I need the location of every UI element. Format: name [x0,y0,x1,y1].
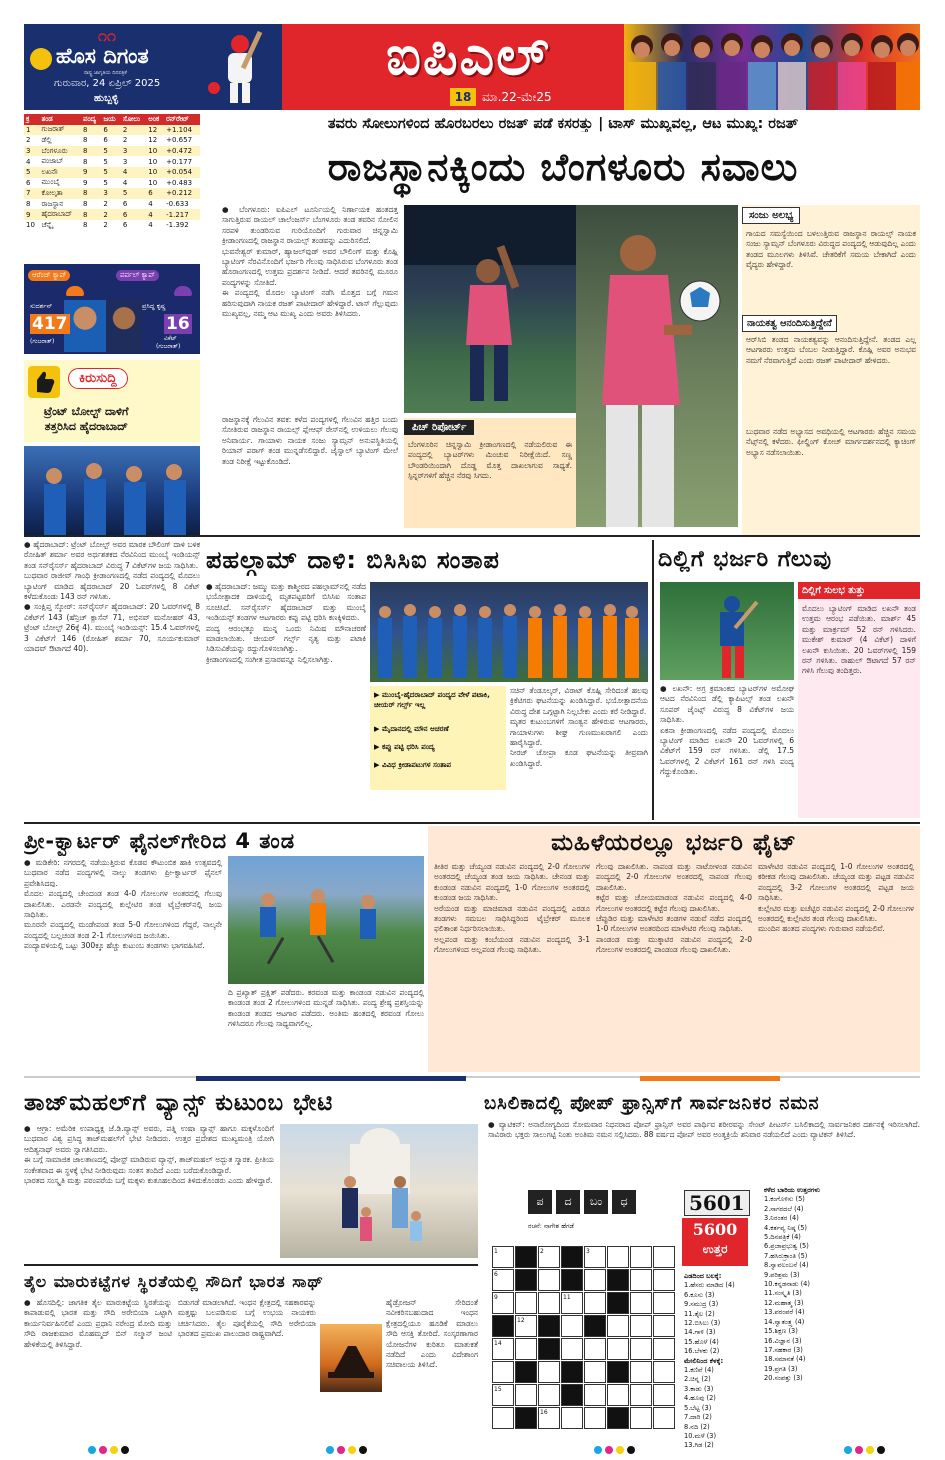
crossword-cell[interactable] [515,1338,537,1360]
sanju-box [742,205,920,535]
crossword-cell[interactable]: 6 [492,1269,514,1291]
table-row: 9 ಹೈದರಾಬಾದ್ 8 2 6 4 -1.217 [24,209,200,220]
crossword-cell[interactable] [515,1407,537,1429]
answer: 12.ಮಹಾತ್ಮ (3) [764,1298,804,1307]
oil-headline: ತೈಲ ಮಾರುಕಟ್ಟೆಗಳ ಸ್ಥಿರತೆಯಲ್ಲಿ ಸೌದಿಗೆ ಭಾರತ ಸಾಥ್ [24,1272,324,1291]
clue: 6.ಕೂಸು (3) [684,1290,715,1299]
crossword-cell[interactable] [607,1292,629,1314]
clue: 2.ಚಿನ್ನ (2) [684,1375,711,1384]
crossword-cell[interactable] [515,1292,537,1314]
crossword-cell[interactable] [584,1361,606,1383]
across-title: ಎಡದಿಂದ ಬಲಕ್ಕೆ: [684,1272,722,1280]
clue: 8.ನದಿ (2) [684,1422,710,1431]
points-table [24,114,200,231]
crossword-box [484,1186,920,1450]
crossword-cell[interactable] [538,1292,560,1314]
crossword-cell[interactable] [607,1407,629,1429]
answer: 19.ಪ್ರಗತಿ (3) [764,1364,798,1373]
pitch-report-title: ಪಿಚ್ ರಿಪೋರ್ಟ್ [404,420,474,435]
purple-cap-icon [174,286,192,296]
crossword-cell[interactable]: 11 [561,1292,583,1314]
masthead [24,24,920,110]
captain-body-2: ಬುಧವಾರ ನಡೆದ ಅಭ್ಯಾಸದ ಅವಧಿಯಲ್ಲಿ ಆಟಗಾರರು ಹೆಚ್ಚಿನ ಸಮಯ ನೆಟ್ಸ್‌ನಲ್ಲಿ ಕಳೆದರು. ಫೀಲ್ಡಿಂಗ್ ಕೋಚ್ ಮಾರ್ಗದರ್ಶನದಲ್ಲಿ ಕ್ಯಾಚಿಂಗ್ ಅಭ್ಯಾಸ ನಡೆಸಲಾಯಿತು. [746,427,916,457]
crossword-cell[interactable] [584,1315,606,1337]
prev-number: 5600 [692,1220,738,1239]
bowler-photo [404,205,576,413]
crossword-grid [492,1246,676,1430]
crossword-cell[interactable] [630,1246,652,1268]
crossword-number: 5601 [684,1190,750,1216]
crossword-cell[interactable]: 15 [492,1384,514,1406]
crossword-cell[interactable] [630,1407,652,1429]
prequarter-body: ● ಮಡಿಕೇರಿ: ನಗರದಲ್ಲಿ ನಡೆಯುತ್ತಿರುವ ಕೊಡವ ಕೌಟುಂಬಿಕ ಹಾಕಿ ಉತ್ಸವದಲ್ಲಿ ಬುಧವಾರ ನಡೆದ ಪಂದ್ಯಗಳಲ್ಲಿ ನಾಲ್ಕು ತಂಡಗಳು ಪ್ರೀ-ಕ್ವಾರ್ಟರ್ ಫೈನಲ್ ಪ್ರವೇಶಿಸಿದವು. ಮೊದಲ ಪಂದ್ಯದಲ್ಲಿ ಚೇಂದಂಡ ತಂಡ 4-0 ಗೋಲುಗಳ ಅಂತರದಲ್ಲಿ ಗೆಲುವು ದಾಖಲಿಸಿತು. ಎರಡನೇ ಪಂದ್ಯದಲ್ಲಿ ಕುಲ್ಲೇಟಿರ ತಂಡ ಟೈಬ್ರೇಕರ್‌ನಲ್ಲಿ ಜಯ ಸಾಧಿಸಿತು. ಮೂರನೇ ಪಂದ್ಯದಲ್ಲಿ ಮಂಡೇಪಂಡ ತಂಡ 5-0 ಗೋಲುಗಳಿಂದ ಗೆದ್ದರೆ, ನಾಲ್ಕನೇ ಪಂದ್ಯದಲ್ಲಿ ಬಲ್ಲಚಂಡ ತಂಡ 2-1 ಗೋಲುಗಳಿಂದ ಜಯಿಸಿತು. ಪಂದ್ಯಾವಳಿಯಲ್ಲಿ ಒಟ್ಟು 300ಕ್ಕೂ ಹೆಚ್ಚು ಕುಟುಂಬ ತಂಡಗಳು ಭಾಗವಹಿಸಿವೆ. [24,858,222,951]
answers-title: ಕಳೆದ ಬಾರಿಯ ಉತ್ತರಗಳು [764,1186,820,1194]
crossword-cell[interactable] [515,1361,537,1383]
crossword-cell[interactable]: 9 [492,1292,514,1314]
clue: 1.ಕಣಿವೆ (4) [684,1366,714,1375]
tournament-dates: ಮಾ.22-ಮೇ25 [482,90,552,104]
crossword-cell[interactable] [653,1246,675,1268]
crossword-cell[interactable] [630,1269,652,1291]
crossword-cell[interactable] [584,1384,606,1406]
pitch-report-box [404,418,576,528]
answer: 8.ಸ್ವಾವಲಂಬನೆ (4) [764,1261,809,1270]
purple-unit: ವಿಕೆಟ್ [164,335,177,342]
oil-col2: ಬಿಡುಗಡೆ ಮಾಡಲಾಗಿದೆ. ಇಂಧನ ಕ್ಷೇತ್ರದಲ್ಲಿ ಸಹಕಾರವನ್ನು ಮತ್ತಷ್ಟು ಬಲಪಡಿಸುವ ಬಗ್ಗೆ ಉಭಯ ನಾಯಕರು ಚರ್ಚಿಸಿದರು. ತೈಲ ಪೂರೈಕೆಯಲ್ಲಿ ಸೌದಿ ಅರೇಬಿಯಾ ಭಾರತದ ಪ್ರಮುಖ ಪಾಲುದಾರ ರಾಷ್ಟ್ರವಾಗಿದೆ. [178,1298,316,1339]
tagline: ರಾಷ್ಟ್ರ ಜಾಗೃತಿಯ ದಿನಪತ್ರಿಕೆ [84,70,127,76]
page-number: ೧೧ [98,26,116,45]
clue: 10.ಮಳೆ (3) [684,1431,717,1440]
answer: 1.ಕಂಗೊಳಿಸು (5) [764,1195,805,1204]
answer: 4.ಕರ್ತವ್ಯ ನಿಷ್ಠ (5) [764,1223,807,1232]
oil-col3: ಹೈಡ್ರೋಜನ್ ಸೇರಿದಂತೆ ನವೀಕರಿಸಬಹುದಾದ ಇಂಧನ ಕ್ಷೇತ್ರದಲ್ಲಿಯೂ ಹೂಡಿಕೆ ಮಾಡಲು ಸೌದಿ ಆಸಕ್ತಿ ತೋರಿದೆ. ಸಂಸ್ಕರಣಾಗಾರ ಯೋಜನೆಗಳ ಕುರಿತೂ ಮಾತುಕತೆ ನಡೆದಿದೆ ಎಂದು ವಿದೇಶಾಂಗ ಸಚಿವಾಲಯ ತಿಳಿಸಿದೆ. [386,1298,478,1370]
ipl-banner [282,24,920,110]
orange-value: 417 [32,314,68,334]
points-table-box [24,114,200,260]
crossword-cell[interactable] [538,1361,560,1383]
oil-col1: ● ಹೊಸದಿಲ್ಲಿ: ಜಾಗತಿಕ ತೈಲ ಮಾರುಕಟ್ಟೆಯ ಸ್ಥಿರತೆಯನ್ನು ಕಾಪಾಡುವಲ್ಲಿ ಭಾರತ ಮತ್ತು ಸೌದಿ ಅರೇಬಿಯಾ ಒಟ್ಟಾಗಿ ಕಾರ್ಯನಿರ್ವಹಿಸಲಿವೆ ಎಂದು ಪ್ರಧಾನಿ ನರೇಂದ್ರ ಮೋದಿ ಮತ್ತು ಸೌದಿ ರಾಜಕುಮಾರ ಮೊಹಮ್ಮದ್ ಬಿನ್ ಸಲ್ಮಾನ್ ಜಂಟಿ ಹೇಳಿಕೆಯಲ್ಲಿ ತಿಳಿಸಿದ್ದಾರೆ. [24,1298,172,1349]
team-captains-photo [624,24,920,110]
women-col1: ತೀತಿರ ಮತ್ತು ಚೆಯ್ಯಂಡ ನಡುವಿನ ಪಂದ್ಯದಲ್ಲಿ 2-0 ಗೋಲುಗಳ ಅಂತರದಲ್ಲಿ ಚೆಯ್ಯಂಡ ತಂಡ ಜಯ ಸಾಧಿಸಿತು. ಚೇನಂಡ ಮತ್ತು ಕುಂಡಂಡ ನಡುವಿನ ಪಂದ್ಯದಲ್ಲಿ 1-0 ಗೋಲುಗಳ ಅಂತರದಲ್ಲಿ ಕುಂಡಂಡ ಜಯ ಸಾಧಿಸಿತು. ಅರೆಯಂಡ ಮತ್ತು ಮಾಚಿಮಾಡ ನಡುವಿನ ಪಂದ್ಯದಲ್ಲಿ ಎರಡೂ ತಂಡಗಳು ಸಮಬಲ ಸಾಧಿಸಿದ್ದರಿಂದ ಟೈಬ್ರೇಕರ್ ಮೂಲಕ ಫಲಿತಾಂಶ ನಿರ್ಧರಿಸಲಾಯಿತು. ಅಲ್ಲಪಂಡ ಮತ್ತು ಕಂಬೆಯಂಡ ನಡುವಿನ ಪಂದ್ಯದಲ್ಲಿ 3-1 ಗೋಲುಗಳಿಂದ ಅಲ್ಲಪಂಡ ಗೆಲುವು ಸಾಧಿಸಿತು. [434,862,590,955]
kirusuddi-box [24,360,200,442]
colour-bar-right [640,1076,780,1081]
clue: 12.ಬಿಸಿಲು (3) [684,1319,721,1328]
crossword-cell[interactable] [561,1246,583,1268]
answer: 13.ಪರಂಪರೆ (4) [764,1308,805,1317]
points-table-header [24,114,200,125]
vance-headline: ತಾಜ್‌ಮಹಲ್‌ಗೆ ವ್ಯಾನ್ಸ್ ಕುಟುಂಬ ಭೇಟಿ [24,1090,334,1116]
sanju-title: ಸಂಜು ಅಲಭ್ಯ [742,207,800,224]
mumbai-players-photo [24,446,200,536]
crossword-cell[interactable] [561,1384,583,1406]
women-headline: ಮಹಿಳೆಯರಲ್ಲೂ ಭರ್ಜರಿ ಫೈಟ್ [551,830,797,856]
divider [24,822,920,824]
masthead-left [24,24,282,110]
banner-title: ಐಪಿಎಲ್ [386,24,551,87]
clue: 7.ದಾರಿ (2) [684,1413,712,1422]
col-lost: ಸೋಲು [121,114,146,125]
col-nrr: ರನ್‌ರೇಟ್ [164,114,200,125]
divider [24,1076,920,1078]
answer: 9.ಪರಿಶ್ರಮ (3) [764,1270,800,1279]
crossword-cell[interactable] [653,1292,675,1314]
thumb-icon [28,366,60,398]
crossword-cell[interactable] [607,1315,629,1337]
delhi-sub: ದಿಲ್ಲಿಗೆ ಸುಲಭ ತುತ್ತು [798,582,920,599]
batsman-illustration [202,28,274,106]
crossword-cell[interactable] [584,1338,606,1360]
list-item: ▶ ಕಪ್ಪು ಪಟ್ಟಿ ಧರಿಸಿ ಪಂದ್ಯ [374,742,435,751]
col-points: ಅಂಕ [146,114,164,125]
col-won: ಜಯ [101,114,120,125]
clue: 3.ಕಾಡು (3) [684,1384,714,1393]
answer: 7.ಹಸಿರುಕ್ರಾಂತಿ (5) [764,1251,808,1260]
crossword-cell[interactable]: 16 [538,1407,560,1429]
crossword-cell[interactable] [584,1292,606,1314]
registration-marks [88,1446,129,1454]
purple-value: 16 [166,314,190,334]
crossword-cell[interactable]: 1 [492,1246,514,1268]
pitch-report-text: ಬೆಂಗಳೂರಿನ ಚಿನ್ನಸ್ವಾಮಿ ಕ್ರೀಡಾಂಗಣದಲ್ಲಿ ನಡೆಯಲಿರುವ ಈ ಪಂದ್ಯದಲ್ಲಿ ಬ್ಯಾಟರ್‌ಗಳು ಮಿಂಚುವ ನಿರೀಕ್ಷೆಯಿದೆ. ಸಣ್ಣ ಬೌಂಡರಿಯಿಂದಾಗಿ ದೊಡ್ಡ ಮೊತ್ತ ದಾಖಲಾಗುವ ಸಾಧ್ಯತೆ. ಸ್ಪಿನ್ನರ್‌ಗಳಿಗೆ ಹೆಚ್ಚಿನ ನೆರವು ಸಿಗದು. [408,440,572,481]
crossword-cell[interactable] [653,1338,675,1360]
crossword-cell[interactable] [584,1269,606,1291]
pahalgam-headline: ಪಹಲ್ಗಾಮ್ ದಾಳಿ: ಬಿಸಿಸಿಐ ಸಂತಾಪ [206,546,500,574]
purple-player: ಪ್ರಸಿದ್ಧ ಕೃಷ್ಣ [142,302,166,310]
crossword-cell[interactable] [630,1361,652,1383]
crossword-cell[interactable] [607,1361,629,1383]
prev-label: ಉತ್ತರ [702,1242,728,1256]
crossword-cell[interactable] [538,1269,560,1291]
crossword-cell[interactable] [607,1384,629,1406]
crossword-cell[interactable] [607,1338,629,1360]
crossword-cell[interactable] [630,1338,652,1360]
kirusuddi-body: ● ಹೈದರಾಬಾದ್: ಟ್ರೆಂಟ್ ಬೋಲ್ಟ್ ಅವರ ಮಾರಕ ಬೌಲಿಂಗ್ ದಾಳಿ ಬಳಿಕ ರೋಹಿತ್ ಶರ್ಮಾ ಅವರ ಅರ್ಧಶತಕದ ನೆರವಿನಿಂದ ಮುಂಬೈ ಇಂಡಿಯನ್ಸ್ ತಂಡ ಸನ್‌ರೈಸರ್ಸ್ ಹೈದರಾಬಾದ್ ವಿರುದ್ಧ 7 ವಿಕೆಟ್‌ಗಳ ಜಯ ಸಾಧಿಸಿತು. ಬುಧವಾರ ರಾಜೀವ್ ಗಾಂಧಿ ಕ್ರೀಡಾಂಗಣದಲ್ಲಿ ನಡೆದ ಪಂದ್ಯದಲ್ಲಿ ಮೊದಲು ಬ್ಯಾಟಿಂಗ್ ಮಾಡಿದ ಹೈದರಾಬಾದ್ 20 ಓವರ್‌ಗಳಲ್ಲಿ 8 ವಿಕೆಟ್ ಕಳೆದುಕೊಂಡು 143 ರನ್ ಗಳಿಸಿತು. ● ಸಂಕ್ಷಿಪ್ತ ಸ್ಕೋರ್: ಸನ್‌ರೈಸರ್ಸ್ ಹೈದರಾಬಾದ್: 20 ಓವರ್‌ಗಳಲ್ಲಿ 8 ವಿಕೆಟ್‌ಗೆ 143 (ಹೆನ್ರಿಚ್ ಕ್ಲಾಸೆನ್ 71, ಅಭಿನವ್ ಮನೋಹರ್ 43, ಟ್ರೆಂಟ್ ಬೋಲ್ಟ್ 26ಕ್ಕೆ 4). ಮುಂಬೈ ಇಂಡಿಯನ್ಸ್: 15.4 ಓವರ್‌ಗಳಲ್ಲಿ 3 ವಿಕೆಟ್‌ಗೆ 146 (ರೋಹಿತ್ ಶರ್ಮಾ 70, ಸೂರ್ಯಕುಮಾರ್ ಯಾದವ್ ಔಟಾಗದೆ 40). [24,540,200,654]
table-row: 6 ಮುಂಬೈ 9 5 4 10 +0.483 [24,178,200,189]
main-headline: ರಾಜಸ್ಥಾನಕ್ಕಿಂದು ಬೆಂಗಳೂರು ಸವಾಲು [327,145,799,189]
crossword-cell[interactable] [538,1338,560,1360]
crossword-cell[interactable] [561,1269,583,1291]
clue: 15.ಹೊಳೆ (4) [684,1337,719,1346]
crossword-cell[interactable] [515,1384,537,1406]
hockey-caption: ದಿ ಪ್ರಖ್ಯಾತ್ ಪ್ರಕ್ಷಿತ್ ಪಡೆದರು. ಕರವಂಡ ಮತ್ತು ಕಾಂಡಂಡ ನಡುವಿನ ಪಂದ್ಯದಲ್ಲಿ ಕಾಂಡಂಡ ತಂಡ 2 ಗೋಲುಗಳಿಂದ ಮುನ್ನಡೆ ಸಾಧಿಸಿತು. ಪಂದ್ಯ ಶ್ರೇಷ್ಠ ಪ್ರಶಸ್ತಿಯನ್ನು ಕಾಂಡಂಡ ತಂಡದ ಆಟಗಾರ ಪಡೆದರು. ಅಂತಿಮ ಹಂತದಲ್ಲಿ ಕರವಂಡ ಗೋಲು ಗಳಿಸಿದರೂ ಗೆಲುವು ಸಾಧ್ಯವಾಗಲಿಲ್ಲ. [228,988,424,1029]
answer: 6.ಪ್ರಜಾಪ್ರಭುತ್ವ (5) [764,1242,809,1251]
crossword-cell[interactable]: 14 [492,1338,514,1360]
paper-name: ಹೊಸ ದಿಗಂತ [56,44,149,68]
table-row: 2 ಡೆಲ್ಲಿ 8 6 2 12 +0.657 [24,135,200,146]
down-title: ಮೇಲಿನಿಂದ ಕೆಳಕ್ಕೆ: [684,1356,724,1365]
clue: 13.ಗಿಡ (2) [684,1441,714,1450]
city: ಹುಬ್ಬಳ್ಳಿ [94,93,119,104]
orange-player-photo [64,300,106,352]
captain-title: ನಾಯಕತ್ವ ಆನಂದಿಸುತ್ತಿದ್ದೇನೆ [742,315,837,332]
crossword-cell[interactable] [653,1315,675,1337]
crossword-cell[interactable]: 2 [538,1246,560,1268]
list-item: ▶ ಮುಂಬೈ-ಹೈದರಾಬಾದ್ ಪಂದ್ಯದ ವೇಳೆ ಪಟಾಕಿ, ಚೀಯರ್ ಗರ್ಲ್ಸ್ ಇಲ್ಲ [374,690,490,709]
crossword-title-letter: ದ [556,1190,580,1214]
divider [24,535,920,537]
edition-number: 18 [454,90,472,104]
crossword-cell[interactable] [561,1315,583,1337]
purple-player-photo [106,300,142,352]
crossword-cell[interactable] [515,1269,537,1291]
orange-cap-title: ಆರೆಂಜ್ ಕ್ಯಾಪ್ [28,270,70,281]
registration-marks [594,1446,635,1454]
answer: 14.ಸ್ವಾತಂತ್ರ್ಯ (4) [764,1317,805,1326]
crossword-cell[interactable] [630,1292,652,1314]
crossword-title-letter: ಬಂ [584,1190,608,1214]
answer: 15.ಶಿಕ್ಷಣ (3) [764,1327,798,1336]
registration-marks [326,1446,367,1454]
women-col2: ಗೆಲುವು ದಾಖಲಿಸಿತು. ನಾಪಂಡ ಮತ್ತು ನಾಟೋಳಂಡ ನಡುವಿನ ಪಂದ್ಯದಲ್ಲಿ 2-0 ಗೋಲುಗಳ ಅಂತರದಲ್ಲಿ ನಾಪಂಡ ಗೆಲುವು ದಾಖಲಿಸಿತು. ಕಟ್ಟೆರ ಮತ್ತು ಚೋಯಮಾಡಂಡ ನಡುವಿನ ಪಂದ್ಯದಲ್ಲಿ 4-0 ಗೋಲುಗಳ ಅಂತರದಲ್ಲಿ ಕಟ್ಟೆರ ಗೆಲುವು ದಾಖಲಿಸಿತು. ಚೆಪ್ಪುಡಿರ ಮತ್ತು ಮಾಳೇಟಿರ ತಂಡಗಳ ನಡುವೆ ನಡೆದ ಪಂದ್ಯದಲ್ಲಿ 1-0 ಗೋಲುಗಳ ಅಂತರದಿಂದ ಮಾಳೇಟಿರ ಗೆಲುವು ಸಾಧಿಸಿತು. ಪಾಂಡಂಡ ಮತ್ತು ಮುಕ್ಕಾಟಿರ ನಡುವಿನ ಪಂದ್ಯದಲ್ಲಿ 2-0 ಗೋಲುಗಳ ಅಂತರದಲ್ಲಿ ಪಾಂಡಂಡ ಗೆಲುವು ದಾಖಲಿಸಿತು. [596,862,752,955]
pahalgam-col3: ಸಚಿನ್ ತೆಂಡೂಲ್ಕರ್, ವಿರಾಟ್ ಕೊಹ್ಲಿ ಸೇರಿದಂತೆ ಹಲವು ಕ್ರಿಕೆಟಿಗರು ಘಟನೆಯನ್ನು ಖಂಡಿಸಿದ್ದಾರೆ. ಭಯೋತ್ಪಾದನೆಯ ವಿರುದ್ಧ ದೇಶ ಒಗ್ಗಟ್ಟಾಗಿ ನಿಲ್ಲಬೇಕು ಎಂದು ಕರೆ ನೀಡಿದ್ದಾರೆ. ಮೃತರ ಕುಟುಂಬಗಳಿಗೆ ಸಾಂತ್ವನ ಹೇಳಿರುವ ಆಟಗಾರರು, ಗಾಯಾಳುಗಳು ಶೀಘ್ರ ಗುಣಮುಖರಾಗಲಿ ಎಂದು ಹಾರೈಸಿದ್ದಾರೆ. ನೀರಜ್ ಚೋಪ್ರಾ ಕೂಡ ಘಟನೆಯನ್ನು ತೀವ್ರವಾಗಿ ಖಂಡಿಸಿದ್ದಾರೆ. [510,686,648,768]
clue: 11.ತೈಲ (2) [684,1309,715,1318]
oil-rig-photo [320,1324,382,1392]
crossword-cell[interactable] [538,1315,560,1337]
registration-marks [844,1446,885,1454]
crossword-cell[interactable] [584,1407,606,1429]
delhi-side-box [798,582,920,818]
delhi-headline: ದಿಲ್ಲಿಗೆ ಭರ್ಜರಿ ಗೆಲುವು [658,547,833,572]
crossword-cell[interactable] [653,1269,675,1291]
women-col3: ಮಾಳೇಟಿರ ನಡುವಿನ ಪಂದ್ಯದಲ್ಲಿ 1-0 ಗೋಲುಗಳ ಅಂತರದಲ್ಲಿ ಕರೀಕಡ ಗೆಲುವು ದಾಖಲಿಸಿತು. ಚೆಯ್ಯಂಡ ಮತ್ತು ಪಟ್ಟಡ ನಡುವಿನ ಪಂದ್ಯದಲ್ಲಿ 3-2 ಗೋಲುಗಳ ಅಂತರದಲ್ಲಿ ಪಟ್ಟಡ ಜಯ ಸಾಧಿಸಿತು. ಕುಲ್ಲೇಟಿರ ಮತ್ತು ಐಚೆಟ್ಟಿರ ನಡುವಿನ ಪಂದ್ಯದಲ್ಲಿ 2-0 ಗೋಲುಗಳ ಅಂತರದಲ್ಲಿ ಕುಲ್ಲೇಟಿರ ತಂಡ ಗೆಲುವು ದಾಖಲಿಸಿತು. ಮುಂದಿನ ಹಂತದ ಪಂದ್ಯಗಳು ಗುರುವಾರ ನಡೆಯಲಿವೆ. [758,862,914,934]
orange-player: ಸುದರ್ಶನ್ [30,302,53,310]
clue: 14.ಗಾಳಿ (3) [684,1328,716,1337]
table-row: 4 ಪಂಜಾಬ್ 8 5 3 10 +0.177 [24,156,200,167]
hockey-photo [228,856,424,984]
purple-cap-title: ಪರ್ಪಲ್ ಕ್ಯಾಪ್ [116,270,159,281]
answer: 11.ಸಂಸ್ಕೃತಿ (3) [764,1289,802,1298]
answer: 20.ಸಂಪತ್ತು (3) [764,1374,803,1383]
answer: 16.ವಿಜ್ಞಾನ (3) [764,1336,802,1345]
col-team: ತಂಡ [39,114,80,125]
answer: 10.ಕನ್ನಡನಾಡು (4) [764,1280,810,1289]
women-box [428,826,920,1072]
answer: 17.ಸಹಕಾರ (3) [764,1345,803,1354]
clue: 5.ಬೆಟ್ಟ (3) [684,1403,712,1412]
kirusuddi-headline: ಟ್ರೆಂಟ್ ಬೋಲ್ಟ್ ದಾಳಿಗೆ ತತ್ತರಿಸಿದ ಹೈದರಾಬಾದ್ [44,405,129,433]
answer: 3.ನಿರಂತರ (4) [764,1214,799,1223]
table-row: 7 ಕೋಲ್ಕತಾ 8 3 5 6 +0.212 [24,188,200,199]
crossword-cell[interactable] [492,1361,514,1383]
kirusuddi-label: ಕಿರುಸುದ್ದಿ [68,368,128,389]
crossword-cell[interactable] [515,1246,537,1268]
col-rank: ಕ್ರ [24,114,39,125]
table-row: 3 ಬೆಂಗಳೂರು 8 5 3 10 +0.472 [24,146,200,157]
crossword-cell[interactable] [561,1361,583,1383]
delhi-batsman-photo [660,582,794,680]
orange-team: (ಗುಜರಾತ್) [30,338,55,345]
crossword-cell[interactable] [607,1269,629,1291]
pahalgam-col1: ● ಹೈದರಾಬಾದ್: ಜಮ್ಮು ಮತ್ತು ಕಾಶ್ಮೀರದ ಪಹಲ್ಗಾಮ್‌ನಲ್ಲಿ ನಡೆದ ಭಯೋತ್ಪಾದಕ ದಾಳಿಯಲ್ಲಿ ಮೃತಪಟ್ಟವರಿಗೆ ಬಿಸಿಸಿಐ ಸಂತಾಪ ಸೂಚಿಸಿದೆ. ಸನ್‌ರೈಸರ್ಸ್ ಹೈದರಾಬಾದ್ ಮತ್ತು ಮುಂಬೈ ಇಂಡಿಯನ್ಸ್ ತಂಡಗಳ ಆಟಗಾರರು ಕಪ್ಪು ಪಟ್ಟಿ ಧರಿಸಿ ಕಣಕ್ಕಿಳಿದರು. ಪಂದ್ಯ ಆರಂಭಕ್ಕೂ ಮುನ್ನ ಒಂದು ನಿಮಿಷ ಮೌನಾಚರಣೆ ಮಾಡಲಾಯಿತು. ಚೀಯರ್ ಗರ್ಲ್ಸ್ ನೃತ್ಯ ಮತ್ತು ಪಟಾಕಿ ಸಿಡಿಸುವಿಕೆಯನ್ನು ರದ್ದುಗೊಳಿಸಲಾಗಿತ್ತು. ಕ್ರೀಡಾಂಗಣದಲ್ಲಿ ಸಂಗೀತ ಪ್ರಸಾರವನ್ನೂ ನಿಲ್ಲಿಸಲಾಗಿತ್ತು. [206,582,366,664]
list-item: ▶ ವಿವಿಧ ಕ್ರೀಡಾಪಟುಗಳ ಸಂತಾಪ [374,760,452,769]
delhi-body: ● ಲಖನೌ: ಅಗ್ರ ಕ್ರಮಾಂಕದ ಬ್ಯಾಟರ್‌ಗಳ ಅಮೋಘ ಆಟದ ನೆರವಿನಿಂದ ಡೆಲ್ಲಿ ಕ್ಯಾಪಿಟಲ್ಸ್ ತಂಡ ಲಖನೌ ಸೂಪರ್ ಜೈಂಟ್ಸ್ ವಿರುದ್ಧ 8 ವಿಕೆಟ್‌ಗಳ ಜಯ ಸಾಧಿಸಿತು. ಏಕನಾ ಕ್ರೀಡಾಂಗಣದಲ್ಲಿ ನಡೆದ ಪಂದ್ಯದಲ್ಲಿ ಮೊದಲು ಬ್ಯಾಟಿಂಗ್ ಮಾಡಿದ ಲಖನೌ 20 ಓವರ್‌ಗಳಲ್ಲಿ 6 ವಿಕೆಟ್‌ಗೆ 159 ರನ್ ಗಳಿಸಿತು. ಡೆಲ್ಲಿ 17.5 ಓವರ್‌ಗಳಲ್ಲಿ 2 ವಿಕೆಟ್‌ಗೆ 161 ರನ್ ಗಳಿಸಿ ಪಂದ್ಯ ಗೆದ್ದುಕೊಂಡಿತು. [660,684,794,777]
crossword-cell[interactable] [653,1407,675,1429]
table-row: 1 ಗುಜರಾತ್ 8 6 2 12 +1.104 [24,125,200,136]
teams-silence-photo [370,582,648,682]
orange-cap-icon [66,286,84,296]
edition-badge [450,88,476,106]
vance-body: ● ಆಗ್ರಾ: ಅಮೆರಿಕ ಉಪಾಧ್ಯಕ್ಷ ಜೆ.ಡಿ.ವ್ಯಾನ್ಸ್ ಅವರು, ಪತ್ನಿ ಉಷಾ ವ್ಯಾನ್ಸ್ ಹಾಗೂ ಮಕ್ಕಳೊಂದಿಗೆ ಬುಧವಾರ ವಿಶ್ವ ಪ್ರಸಿದ್ಧ ತಾಜ್‌ಮಹಲ್‌ಗೆ ಭೇಟಿ ನೀಡಿದರು. ಉತ್ತರ ಪ್ರದೇಶದ ಮುಖ್ಯಮಂತ್ರಿ ಯೋಗಿ ಆದಿತ್ಯನಾಥ್ ಅವರು ಸ್ವಾಗತಿಸಿದರು. ಈ ಬಗ್ಗೆ ಸಾಮಾಜಿಕ ಜಾಲತಾಣದಲ್ಲಿ ಪೋಸ್ಟ್ ಮಾಡಿರುವ ವ್ಯಾನ್ಸ್, ತಾಜ್‌ಮಹಲ್ ಅದ್ಭುತ ಸ್ಮಾರಕ. ಪ್ರೀತಿಯ ಸಂಕೇತವಾದ ಈ ಸ್ಥಳಕ್ಕೆ ಭೇಟಿ ನೀಡಿರುವುದು ಸಂತಸ ತಂದಿದೆ ಎಂದು ಬರೆದುಕೊಂಡಿದ್ದಾರೆ. ಭಾರತದ ಸಂಸ್ಕೃತಿ ಮತ್ತು ಪರಂಪರೆಯ ಬಗ್ಗೆ ಮಕ್ಕಳು ಕುತೂಹಲದಿಂದ ತಿಳಿದುಕೊಂಡರು ಎಂದು ಹೇಳಿದ್ದಾರೆ. [24,1124,274,1186]
clue: 1.ಹೆಸರು ಮಾಡಿದ (4) [684,1281,735,1290]
crossword-cell[interactable] [653,1361,675,1383]
pope-body: ● ವ್ಯಾಟಿಕನ್: ಅನಾರೋಗ್ಯದಿಂದ ಸೋಮವಾರ ನಿಧನರಾದ ಪೋಪ್ ಫ್ರಾನ್ಸಿಸ್ ಅವರ ಪಾರ್ಥಿವ ಶರೀರವನ್ನು ಸೇಂಟ್ ಪೀಟರ್ಸ್ ಬಸಿಲಿಕಾದಲ್ಲಿ ಸಾರ್ವಜನಿಕರ ದರ್ಶನಕ್ಕೆ ಇರಿಸಲಾಗಿದೆ. ಸಾವಿರಾರು ಭಕ್ತರು ಸಾಲುಗಟ್ಟಿ ನಿಂತು ಅಂತಿಮ ನಮನ ಸಲ್ಲಿಸಿದರು. 88 ವರ್ಷದ ಪೋಪ್ ಅವರ ಅಂತ್ಯಕ್ರಿಯೆ ಶನಿವಾರ ನಡೆಯಲಿದೆ ಎಂದು ವ್ಯಾಟಿಕನ್ ತಿಳಿಸಿದೆ. [488,1120,920,1140]
clue: 4.ಹೂವು (2) [684,1394,716,1403]
main-col1b: ರಾಜಸ್ಥಾನಕ್ಕೆ ಗೆಲುವಿನ ತವಕ: ಕಳೆದ ಪಂದ್ಯಗಳಲ್ಲಿ ಗೆಲುವಿನ ಹತ್ತಿರ ಬಂದು ಸೋತಿರುವ ರಾಜಸ್ಥಾನ ರಾಯಲ್ಸ್ ಪ್ಲೇಆಫ್ ರೇಸ್‌ನಲ್ಲಿ ಉಳಿಯಲು ಗೆಲುವು ಅನಿವಾರ್ಯ. ಗಾಯಾಳು ನಾಯಕ ಸಂಜು ಸ್ಯಾಮ್ಸನ್ ಅನುಪಸ್ಥಿತಿಯಲ್ಲಿ ರಿಯಾನ್ ಪರಾಗ್ ತಂಡ ಮುನ್ನಡೆಸಲಿದ್ದಾರೆ. ಜೈಸ್ವಾಲ್ ಬ್ಯಾಟಿಂಗ್ ಮೇಲೆ ತಂಡ ನಿರೀಕ್ಷೆ ಇಟ್ಟುಕೊಂಡಿದೆ. [222,415,398,466]
table-row: 10 ಚೆನ್ನೈ 8 2 6 4 -1.392 [24,220,200,231]
divider [24,1264,478,1266]
crossword-cell[interactable] [538,1384,560,1406]
caps-box [24,264,200,354]
answers-list [764,1186,920,1384]
crossword-title-letter: ಪ [528,1190,552,1214]
paper-logo-icon [30,48,52,70]
pope-headline: ಬಸಿಲಿಕಾದಲ್ಲಿ ಪೋಪ್ ಫ್ರಾನ್ಸಿಸ್‌ಗೆ ಸಾರ್ವಜನಿಕರ ನಮನ [484,1093,820,1114]
answer: 2.ಸಾಗರದಲೆ (4) [764,1204,804,1213]
taj-visit-photo [280,1124,478,1258]
main-kicker: ತವರು ಸೋಲುಗಳಿಂದ ಹೊರಬರಲು ರಜತ್ ಪಡೆ ಕಸರತ್ತು | ಟಾಸ್ ಮುಖ್ಯವಲ್ಲ, ಆಟ ಮುಖ್ಯ: ರಜತ್ [327,116,799,132]
main-col1: ● ಬೆಂಗಳೂರು: ಐಪಿಎಲ್ ಟೂರ್ನಿಯಲ್ಲಿ ನಿರ್ಣಾಯಕ ಹಂತದತ್ತ ಸಾಗುತ್ತಿರುವ ರಾಯಲ್ ಚಾಲೆಂಜರ್ಸ್ ಬೆಂಗಳೂರು ತಂಡ ತವರಿನ ಸೋಲಿನ ಸರಪಳಿ ತುಂಡರಿಸುವ ಗುರಿಯೊಂದಿಗೆ ಗುರುವಾರ ಚಿನ್ನಸ್ವಾಮಿ ಕ್ರೀಡಾಂಗಣದಲ್ಲಿ ರಾಜಸ್ಥಾನ ರಾಯಲ್ಸ್ ತಂಡವನ್ನು ಎದುರಿಸಲಿದೆ. ಭುವನೇಶ್ವರ್ ಕುಮಾರ್, ಹ್ಯಾಜಲ್‌ವುಡ್ ಅವರ ಬೌಲಿಂಗ್ ಮತ್ತು ಕೊಹ್ಲಿ ಬ್ಯಾಟಿಂಗ್ ನೆರವಿನೊಂದಿಗೆ ಭರ್ಜರಿ ಗೆಲುವು ಸಾಧಿಸಿರುವ ಬೆಂಗಳೂರು ತಂಡ ಹೊರಾಂಗಣದಲ್ಲಿ ಉತ್ತಮ ಪ್ರದರ್ಶನ ನೀಡಿದೆ. ಆದರೆ ತವರಿನಲ್ಲಿ ಮೂರೂ ಪಂದ್ಯಗಳನ್ನು ಸೋತಿದೆ. ಈ ಪಂದ್ಯದಲ್ಲಿ ಮೊದಲ ಬ್ಯಾಟಿಂಗ್ ನಡೆಸಿ ಮೊತ್ತದ ಬಗ್ಗೆ ಗಮನ ಹರಿಸುವುದಾಗಿ ನಾಯಕ ರಜತ್ ಪಾಟೀದಾರ್ ಹೇಳಿದ್ದಾರೆ. ಟಾಸ್ ಗೆಲ್ಲುವುದು ಮುಖ್ಯವಲ್ಲ, ನಮ್ಮ ಆಟ ಮುಖ್ಯ ಎಂದು ಅವರು ತಿಳಿಸಿದರು. [222,205,398,319]
crossword-title-letter: ಧ [612,1190,636,1214]
divider [652,540,654,820]
clue: 16.ಬೆಳಕು (2) [684,1347,720,1356]
prequarter-headline: ಪ್ರೀ-ಕ್ವಾರ್ಟರ್ ಫೈನಲ್‌ಗೇರಿದ 4 ತಂಡ [24,829,296,853]
delhi-side-text: ಮೊದಲು ಬ್ಯಾಟಿಂಗ್ ಮಾಡಿದ ಲಖನೌ ತಂಡ ಉತ್ತಮ ಆರಂಭ ಪಡೆಯಿತು. ಮಾರ್ಶ್ 45 ಮತ್ತು ಮಾರ್ಕ್ರಮ್ 52 ರನ್ ಗಳಿಸಿದರು. ಮುಕೇಶ್ ಕುಮಾರ್ (4 ವಿಕೆಟ್) ದಾಳಿಗೆ ಲಖನೌ ಕುಸಿಯಿತು. 20 ಓವರ್‌ಗಳಲ್ಲಿ 159 ರನ್ ಗಳಿಸಿತು. ರಾಹುಲ್ ಔಟಾಗದೆ 57 ರನ್ ಗಳಿಸಿ ಗೆಲುವು ತಂದಿತ್ತರು. [802,604,916,676]
prev-answer-badge [682,1218,748,1266]
crossword-cell[interactable] [561,1407,583,1429]
date-line: ಗುರುವಾರ, 24 ಏಪ್ರಿಲ್ 2025 [54,78,161,89]
table-row: 8 ರಾಜಸ್ಥಾನ 8 2 6 4 -0.633 [24,199,200,210]
colour-bar-left [196,1076,466,1081]
crossword-cell[interactable] [653,1384,675,1406]
list-item: ▶ ಮೈದಾನದಲ್ಲಿ ಮೌನ ಆಚರಣೆ [374,724,449,733]
crossword-cell[interactable] [607,1246,629,1268]
clue: 9.ಸಮುದ್ರ (3) [684,1300,719,1309]
crossword-author: ರಚನೆ: ನಾಗೇಶ ಹೆಗಡೆ [528,1222,574,1230]
crossword-cell[interactable]: 12 [515,1315,537,1337]
footballer-photo [576,205,738,527]
answer: 5.ದಿನಪತ್ರಿಕೆ (4) [764,1233,801,1242]
crossword-cell[interactable] [630,1315,652,1337]
crossword-cell[interactable] [492,1315,514,1337]
pahalgam-list [370,686,506,790]
crossword-cell[interactable] [630,1384,652,1406]
answer: 18.ಸಮಾನತೆ (4) [764,1355,806,1364]
table-row: 5 ಲಖನೌ 9 5 4 10 +0.054 [24,167,200,178]
crossword-cell[interactable]: 3 [584,1246,606,1268]
col-played: ಪಂದ್ಯ [81,114,101,125]
crossword-cell[interactable] [561,1338,583,1360]
crossword-cell[interactable] [492,1407,514,1429]
captain-body: ಆರ್‌ಸಿಬಿ ತಂಡದ ನಾಯಕತ್ವವನ್ನು ಆನಂದಿಸುತ್ತಿದ್ದೇನೆ. ತಂಡದ ಎಲ್ಲ ಆಟಗಾರರು ಉತ್ತಮ ಬೆಂಬಲ ನೀಡುತ್ತಿದ್ದಾರೆ. ಕೊಹ್ಲಿ ಅವರ ಅನುಭವ ನಮಗೆ ನೆರವಾಗುತ್ತಿದೆ ಎಂದು ರಜತ್ ಪಾಟೀದಾರ್ ಹೇಳಿದರು. [746,335,916,365]
purple-team: (ಗುಜರಾತ್) [156,343,181,350]
sanju-body: ಗಾಯದ ಸಮಸ್ಯೆಯಿಂದ ಬಳಲುತ್ತಿರುವ ರಾಜಸ್ಥಾನ ರಾಯಲ್ಸ್ ನಾಯಕ ಸಂಜು ಸ್ಯಾಮ್ಸನ್ ಬೆಂಗಳೂರು ವಿರುದ್ಧದ ಪಂದ್ಯದಲ್ಲಿ ಆಡುವುದಿಲ್ಲ ಎಂದು ತಂಡದ ಮೂಲಗಳು ತಿಳಿಸಿವೆ. ಚೇತರಿಕೆಗೆ ಸಮಯ ಬೇಕಾಗಿದೆ ಎಂದು ವೈದ್ಯರು ಹೇಳಿದ್ದಾರೆ. [746,229,916,270]
